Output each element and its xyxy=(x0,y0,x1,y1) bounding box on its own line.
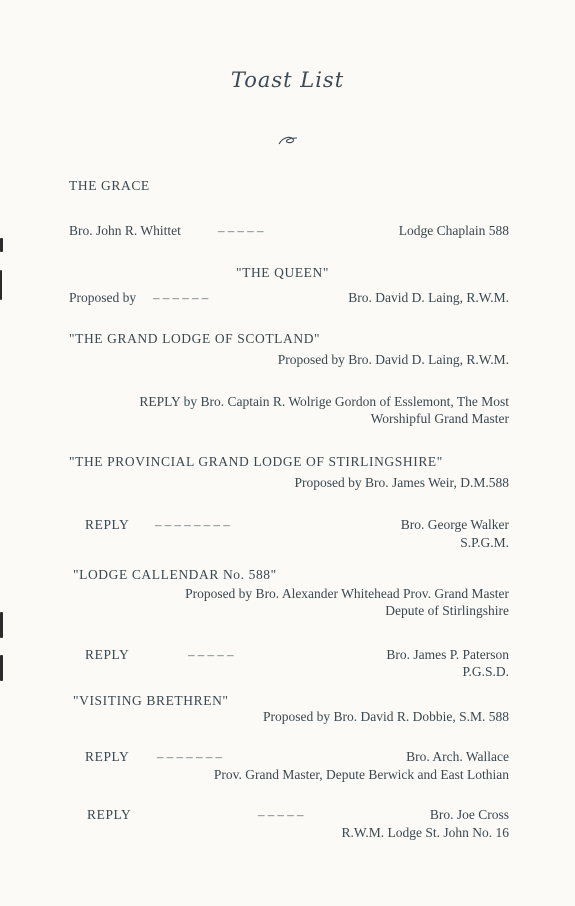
callendar-reply-title: P.G.S.D. xyxy=(462,664,509,679)
leader-dashes: – – – – – – – – xyxy=(155,517,230,532)
leader-dashes: – – – – – xyxy=(218,223,264,238)
visiting-proposer: Proposed by Bro. David R. Dobbie, S.M. 588 xyxy=(263,709,509,724)
provincial-reply-name: Bro. George Walker xyxy=(400,517,509,532)
leader-dashes: – – – – – xyxy=(258,807,304,822)
visiting-reply2-name: Bro. Joe Cross xyxy=(429,807,509,822)
section-heading-visiting: "VISITING BRETHREN" xyxy=(73,693,229,708)
section-heading-callendar: "LODGE CALLENDAR No. 588" xyxy=(73,567,277,582)
binding-mark xyxy=(0,655,3,681)
section-heading-grace: THE GRACE xyxy=(69,178,150,193)
queen-proposer: Bro. David D. Laing, R.W.M. xyxy=(348,290,509,305)
visiting-reply2-label: REPLY xyxy=(87,807,132,822)
leader-dashes: – – – – – – – xyxy=(157,749,222,764)
binding-mark xyxy=(0,238,3,252)
page-title: Toast List xyxy=(230,68,345,92)
provincial-reply-title: S.P.G.M. xyxy=(460,535,509,550)
callendar-proposer-line2: Depute of Stirlingshire xyxy=(385,603,509,618)
grace-speaker-title: Lodge Chaplain 588 xyxy=(398,223,509,238)
callendar-reply-label: REPLY xyxy=(85,647,130,662)
section-heading-provincial: "THE PROVINCIAL GRAND LODGE OF STIRLINGSHIRE" xyxy=(69,454,443,469)
leader-dashes: – – – – – – xyxy=(153,290,209,305)
grand-lodge-reply-line1: REPLY by Bro. Captain R. Wolrige Gordon of Esslemont, The Most xyxy=(139,394,509,409)
callendar-proposer-line1: Proposed by Bro. Alexander Whitehead Prov. Grand Master xyxy=(185,586,509,601)
leader-dashes: – – – – – xyxy=(188,647,234,662)
callendar-reply-name: Bro. James P. Paterson xyxy=(386,647,509,662)
binding-mark xyxy=(0,270,2,300)
grand-lodge-proposer: Proposed by Bro. David D. Laing, R.W.M. xyxy=(277,352,509,367)
grace-speaker: Bro. John R. Whittet xyxy=(69,223,181,238)
binding-mark xyxy=(0,612,3,638)
ornament-flourish-icon xyxy=(278,135,298,147)
visiting-reply2-title: R.W.M. Lodge St. John No. 16 xyxy=(341,825,509,840)
provincial-reply-label: REPLY xyxy=(85,517,130,532)
section-heading-grand-lodge: "THE GRAND LODGE OF SCOTLAND" xyxy=(69,331,321,346)
visiting-reply1-name: Bro. Arch. Wallace xyxy=(406,749,509,764)
visiting-reply1-title: Prov. Grand Master, Depute Berwick and East Lothian xyxy=(213,767,509,782)
grand-lodge-reply-line2: Worshipful Grand Master xyxy=(370,411,509,426)
queen-proposed-label: Proposed by xyxy=(69,290,137,305)
provincial-proposer: Proposed by Bro. James Weir, D.M.588 xyxy=(294,475,509,490)
visiting-reply1-label: REPLY xyxy=(85,749,130,764)
section-heading-queen: "THE QUEEN" xyxy=(236,265,329,280)
